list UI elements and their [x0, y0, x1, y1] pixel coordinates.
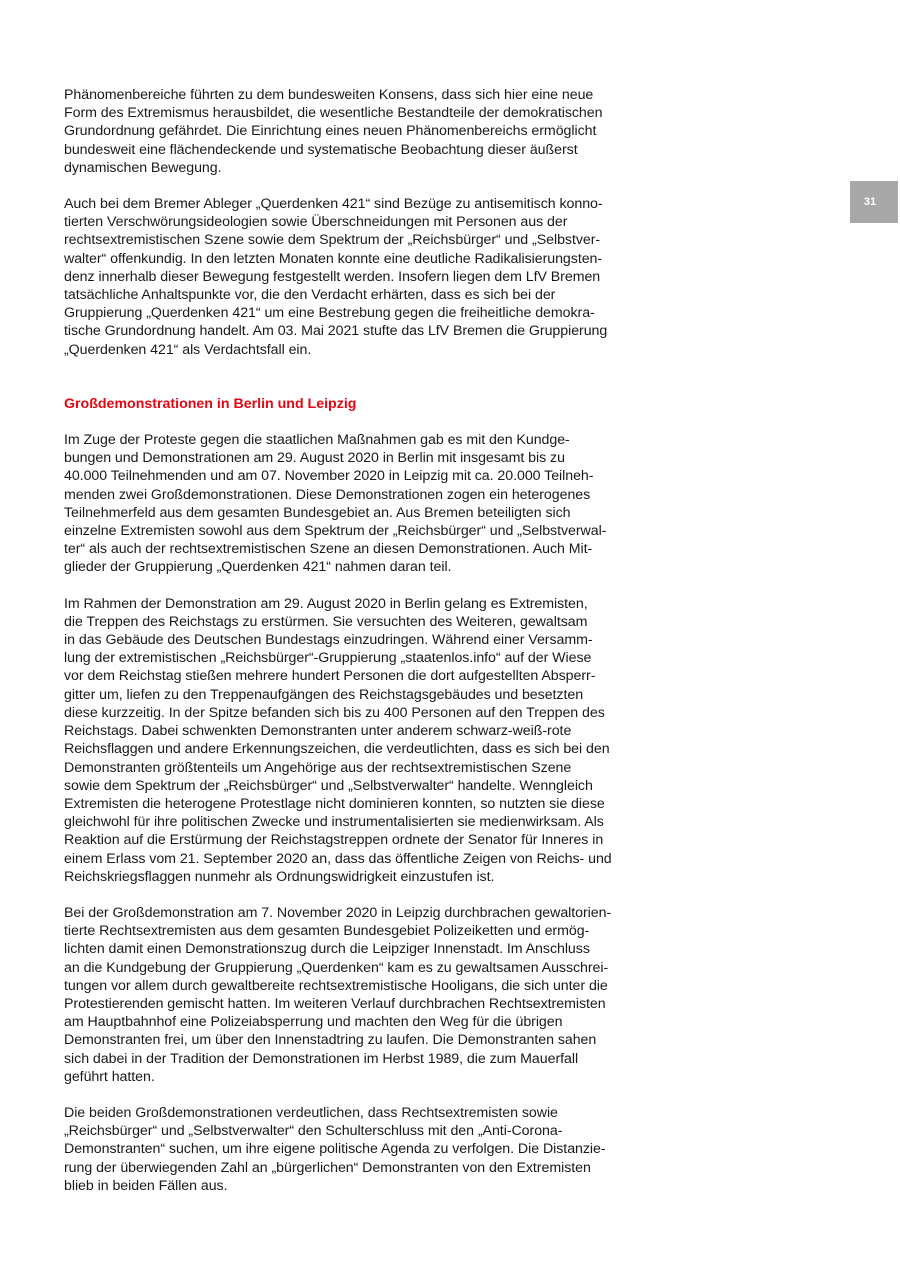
paragraph-large-demonstrations: Im Zuge der Proteste gegen die staatlichen Maßnahmen gab es mit den Kundge- bungen und Demonstrationen am 29. August 2020 in Berlin mit insgesamt bis zu 40.000 Teilnehmenden und am 07. November 2020 in Leipzig mit ca. 20.000 Teilneh- menden zwei Großdemonstrationen. Diese Demonstrationen zogen ein heterogenes Teilnehmerfeld aus dem gesamten Bundesgebiet an. Aus Bremen beteiligten sich einzelne Extremisten sowohl aus dem Spektrum der „Reichsbürger“ und „Selbstverwal- ter“ als auch der rechtsextremistischen Szene an diesen Demonstrationen. Auch Mit- glieder der Gruppierung „Querdenken 421“ nahmen daran teil.: [64, 432, 607, 576]
body-text: [64, 86, 614, 1213]
paragraph-extremism-consensus: Phänomenbereiche führten zu dem bundesweiten Konsens, dass sich hier eine neue Form des Extremismus herausbildet, die wesentliche Bestandteile der demokratischen Grundordnung gefährdet. Die Einrichtung eines neuen Phänomenbereichs ermöglicht bundesweit eine flächendeckende und systematische Beobachtung dieser äußerst dynamischen Bewegung.: [64, 87, 603, 176]
paragraph-berlin-reichstag: Im Rahmen der Demonstration am 29. August 2020 in Berlin gelang es Extremisten, die Treppen des Reichstags zu erstürmen. Sie versuchten des Weiteren, gewaltsam in das Gebäude des Deutschen Bundestags einzudringen. Während einer Versamm- lung der extremistischen „Reichsbürger“-Gruppierung „staatenlos.info“ auf der Wiese vor dem Reichstag stießen mehrere hundert Personen die dort aufgestellten Absperr- gitter um, liefen zu den Treppenaufgängen des Reichstagsgebäudes und besetzten diese kurzzeitig. In der Spitze befanden sich bis zu 400 Personen auf den Treppen des Reichstags. Dabei schwenkten Demonstranten unter anderem schwarz-weiß-rote Reichsflaggen und andere Erkennungszeichen, die verdeutlichten, dass es sich bei den Demonstranten größtenteils um Angehörige aus der rechtsextremistischen Szene sowie dem Spektrum der „Reichsbürger“ und „Selbstverwalter“ handelte. Wenngleich Extremisten die heterogene Protestlage nicht dominieren konnten, so nutzten sie diese gleichwohl für ihre politischen Zwecke und instrumentalisierten sie medienwirksam. Als Reaktion auf die Erstürmung der Reichstagstreppen ordnete der Senator für Inneres in einem Erlass vom 21. September 2020 an, dass das öffentliche Zeigen von Reichs- und Reichskriegsflaggen nunmehr als Ordnungswidrigkeit einzustufen ist.: [64, 595, 612, 885]
paragraph-conclusion: Die beiden Großdemonstrationen verdeutlichen, dass Rechtsextremisten sowie „Reichsbürger“ und „Selbstverwalter“ den Schulterschluss mit den „Anti-Corona- Demonstranten“ suchen, um ihre eigene politische Agenda zu verfolgen. Die Distanzie- rung der überwiegenden Zahl an „bürgerlichen“ Demonstranten von den Extremisten blieb in beiden Fällen aus.: [64, 1104, 606, 1194]
paragraph-querdenken-421: Auch bei dem Bremer Ableger „Querdenken 421“ sind Bezüge zu antisemitisch konno- tierten Verschwörungsideologien sowie Überschneidungen mit Personen aus der rechtsextremistischen Szene sowie dem Spektrum der „Reichsbürger“ und „Selbstver- walter“ offenkundig. In den letzten Monaten konnte eine deutliche Radikalisierungsten- denz innerhalb dieser Bewegung festgestellt werden. Insofern liegen dem LfV Bremen tatsächliche Anhaltspunkte vor, die den Verdacht erhärten, dass es sich bei der Gruppierung „Querdenken 421“ um eine Bestrebung gegen die freiheitliche demokra- tische Grundordnung handelt. Am 03. Mai 2021 stufte das LfV Bremen die Gruppierung „Querdenken 421“ als Verdachtsfall ein.: [64, 196, 608, 358]
page-number: 31: [863, 196, 877, 208]
section-heading: Großdemonstrationen in Berlin und Leipzig: [64, 395, 357, 412]
paragraph-leipzig: Bei der Großdemonstration am 7. November 2020 in Leipzig durchbrachen gewaltorien- tierte Rechtsextremisten aus dem gesamten Bundesgebiet Polizeiketten und ermög- lichten damit einen Demonstrationszug durch die Leipziger Innenstadt. Im Anschluss an die Kundgebung der Gruppierung „Querdenken“ kam es zu gewaltsamen Ausschrei- tungen vor allem durch gewaltbereite rechtsextremistische Hooligans, die sich unter die Protestierenden gemischt hatten. Im weiteren Verlauf durchbrachen Rechtsextremisten am Hauptbahnhof eine Polizeiabsperrung und machten den Weg für die übrigen Demonstranten frei, um über den Innenstadtring zu laufen. Die Demonstranten sahen sich dabei in der Tradition der Demonstrationen im Herbst 1989, die zum Mauerfall geführt hatten.: [64, 904, 612, 1085]
page-number-tab: [850, 181, 898, 223]
